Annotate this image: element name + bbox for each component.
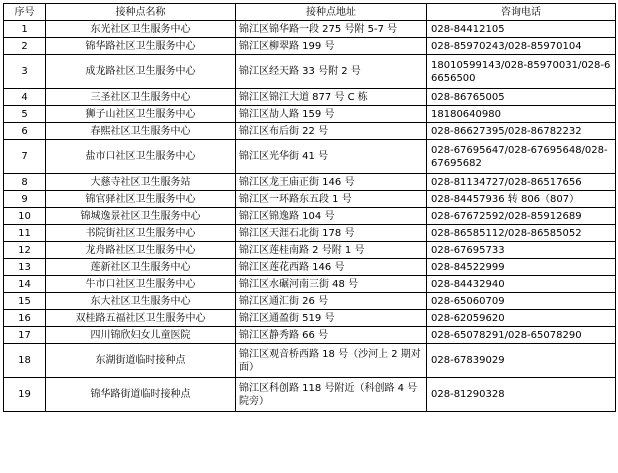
site-address-cell: 锦江区劼人路 159 号	[236, 106, 427, 123]
row-number-cell: 3	[4, 55, 46, 89]
site-address-cell: 锦江区锦江大道 877 号 C 栋	[236, 89, 427, 106]
phone-cell: 028-86627395/028-86782232	[427, 123, 616, 140]
site-name-cell: 狮子山社区卫生服务中心	[46, 106, 236, 123]
header-phone: 咨询电话	[427, 4, 616, 21]
site-address-cell: 锦江区通盈街 519 号	[236, 310, 427, 327]
site-address-cell: 锦江区科创路 118 号附近（科创路 4 号院旁）	[236, 378, 427, 412]
site-name-cell: 三圣社区卫生服务中心	[46, 89, 236, 106]
phone-cell: 028-84412105	[427, 21, 616, 38]
row-number-cell: 2	[4, 38, 46, 55]
phone-cell: 028-84432940	[427, 276, 616, 293]
phone-cell: 028-67695647/028-67695648/028-67695682	[427, 140, 616, 174]
phone-cell: 028-65078291/028-65078290	[427, 327, 616, 344]
site-address-cell: 锦江区光华街 41 号	[236, 140, 427, 174]
phone-cell: 028-67839029	[427, 344, 616, 378]
phone-cell: 028-86765005	[427, 89, 616, 106]
phone-cell: 028-81290328	[427, 378, 616, 412]
site-address-cell: 锦江区布后街 22 号	[236, 123, 427, 140]
phone-cell: 028-67672592/028-85912689	[427, 208, 616, 225]
phone-cell: 18180640980	[427, 106, 616, 123]
row-number-cell: 8	[4, 174, 46, 191]
table-row	[4, 310, 616, 327]
table-header-row	[4, 4, 616, 21]
site-name-cell: 锦城逸景社区卫生服务中心	[46, 208, 236, 225]
phone-cell: 028-86585112/028-86585052	[427, 225, 616, 242]
phone-cell: 18010599143/028-85970031/028-66656500	[427, 55, 616, 89]
site-address-cell: 锦江区莲桂南路 2 号附 1 号	[236, 242, 427, 259]
site-name-cell: 盐市口社区卫生服务中心	[46, 140, 236, 174]
row-number-cell: 19	[4, 378, 46, 412]
table-row	[4, 293, 616, 310]
phone-cell: 028-85970243/028-85970104	[427, 38, 616, 55]
site-name-cell: 东光社区卫生服务中心	[46, 21, 236, 38]
table-row	[4, 106, 616, 123]
site-name-cell: 四川锦欣妇女儿童医院	[46, 327, 236, 344]
site-address-cell: 锦江区经天路 33 号附 2 号	[236, 55, 427, 89]
site-address-cell: 锦江区莲花西路 146 号	[236, 259, 427, 276]
vaccination-sites-table	[3, 3, 616, 412]
site-address-cell: 锦江区观音桥西路 18 号（沙河上 2 期对面）	[236, 344, 427, 378]
site-name-cell: 龙舟路社区卫生服务中心	[46, 242, 236, 259]
row-number-cell: 9	[4, 191, 46, 208]
site-name-cell: 书院街社区卫生服务中心	[46, 225, 236, 242]
site-name-cell: 莲新社区卫生服务中心	[46, 259, 236, 276]
site-address-cell: 锦江区锦逸路 104 号	[236, 208, 427, 225]
site-address-cell: 锦江区锦华路一段 275 号附 5-7 号	[236, 21, 427, 38]
table-row	[4, 378, 616, 412]
table-row	[4, 225, 616, 242]
phone-cell: 028-84457936 转 806（807）	[427, 191, 616, 208]
site-address-cell: 锦江区龙王庙正街 146 号	[236, 174, 427, 191]
table-row	[4, 123, 616, 140]
site-name-cell: 春熙社区卫生服务中心	[46, 123, 236, 140]
site-name-cell: 锦官驿社区卫生服务中心	[46, 191, 236, 208]
phone-cell: 028-62059620	[427, 310, 616, 327]
table-row	[4, 174, 616, 191]
row-number-cell: 14	[4, 276, 46, 293]
row-number-cell: 18	[4, 344, 46, 378]
table-row	[4, 259, 616, 276]
site-address-cell: 锦江区静秀路 66 号	[236, 327, 427, 344]
row-number-cell: 6	[4, 123, 46, 140]
header-site-name: 接种点名称	[46, 4, 236, 21]
site-address-cell: 锦江区一环路东五段 1 号	[236, 191, 427, 208]
row-number-cell: 12	[4, 242, 46, 259]
table-row	[4, 276, 616, 293]
row-number-cell: 17	[4, 327, 46, 344]
site-name-cell: 大慈寺社区卫生服务站	[46, 174, 236, 191]
row-number-cell: 1	[4, 21, 46, 38]
site-address-cell: 锦江区通汇街 26 号	[236, 293, 427, 310]
row-number-cell: 13	[4, 259, 46, 276]
row-number-cell: 7	[4, 140, 46, 174]
table-row	[4, 55, 616, 89]
phone-cell: 028-81134727/028-86517656	[427, 174, 616, 191]
row-number-cell: 4	[4, 89, 46, 106]
site-address-cell: 锦江区柳翠路 199 号	[236, 38, 427, 55]
table-row	[4, 208, 616, 225]
site-name-cell: 锦华路街道临时接种点	[46, 378, 236, 412]
row-number-cell: 5	[4, 106, 46, 123]
table-row	[4, 21, 616, 38]
table-row	[4, 344, 616, 378]
site-address-cell: 锦江区天涯石北街 178 号	[236, 225, 427, 242]
site-name-cell: 成龙路社区卫生服务中心	[46, 55, 236, 89]
site-name-cell: 东大社区卫生服务中心	[46, 293, 236, 310]
row-number-cell: 10	[4, 208, 46, 225]
table-row	[4, 191, 616, 208]
header-site-address: 接种点地址	[236, 4, 427, 21]
phone-cell: 028-67695733	[427, 242, 616, 259]
table-row	[4, 140, 616, 174]
table-row	[4, 242, 616, 259]
site-name-cell: 牛市口社区卫生服务中心	[46, 276, 236, 293]
table-row	[4, 38, 616, 55]
row-number-cell: 11	[4, 225, 46, 242]
table-row	[4, 327, 616, 344]
site-name-cell: 东湖街道临时接种点	[46, 344, 236, 378]
phone-cell: 028-65060709	[427, 293, 616, 310]
site-name-cell: 双桂路五福社区卫生服务中心	[46, 310, 236, 327]
row-number-cell: 16	[4, 310, 46, 327]
phone-cell: 028-84522999	[427, 259, 616, 276]
header-no: 序号	[4, 4, 46, 21]
table-row	[4, 89, 616, 106]
site-name-cell: 锦华路社区卫生服务中心	[46, 38, 236, 55]
site-address-cell: 锦江区水碾河南三街 48 号	[236, 276, 427, 293]
row-number-cell: 15	[4, 293, 46, 310]
